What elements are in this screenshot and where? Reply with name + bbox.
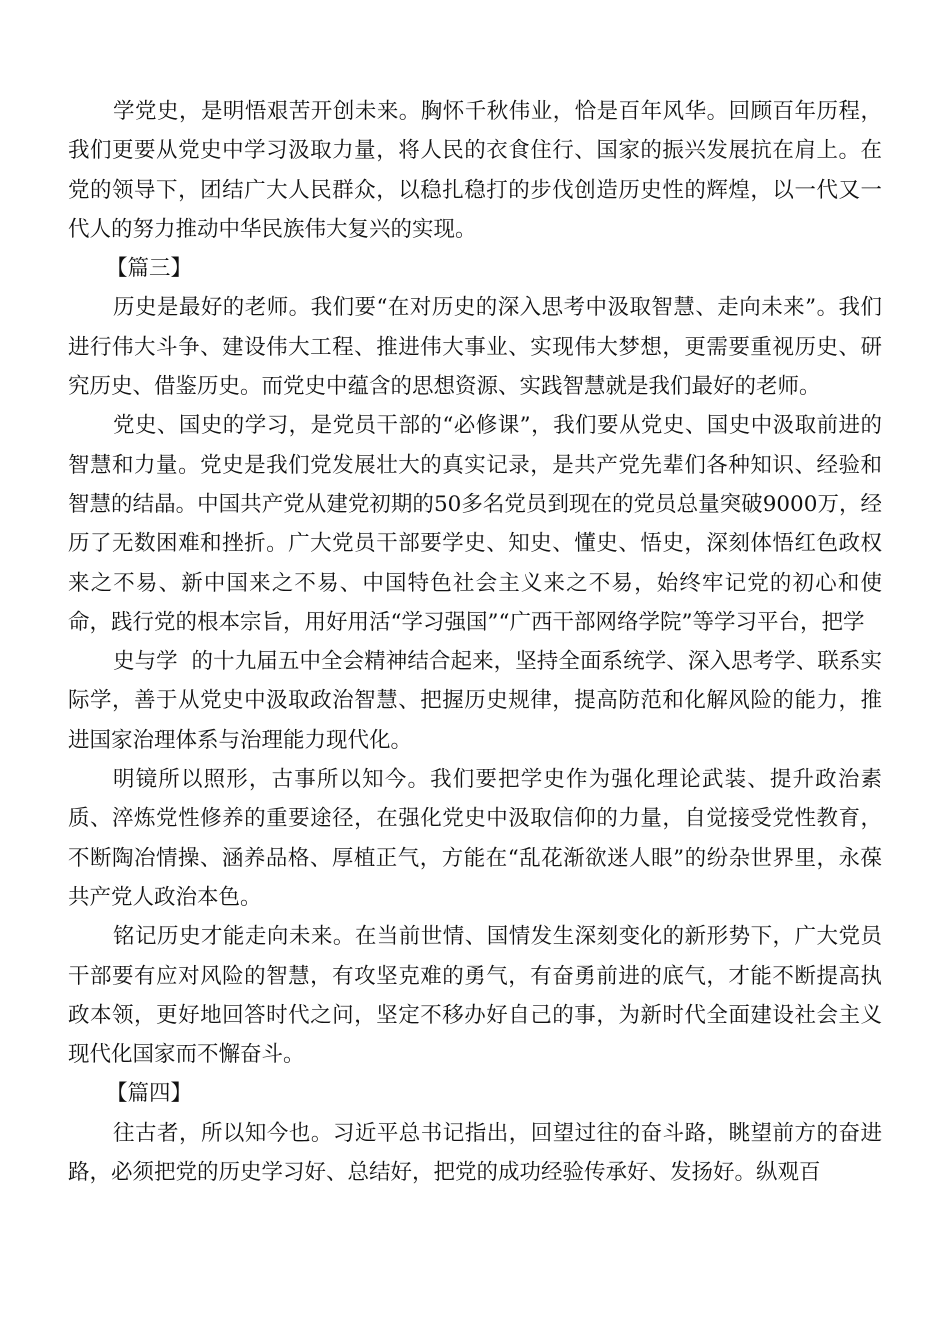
paragraph-1: 学党史，是明悟艰苦开创未来。胸怀千秋伟业，恰是百年风华。回顾百年历程，我们更要从党史中学习汲取力量，将人民的衣食住行、国家的振兴发展抗在肩上。在党的领导下，团结广大人民群众，以稳扎稳打的步伐创造历史性的辉煌，以一代又一代人的努力推动中华民族伟大复兴的实现。	[68, 99, 882, 242]
paragraph-7: 往古者，所以知今也。习近平总书记指出，回望过往的奋斗路，眺望前方的奋进路，必须把党的历史学习好、总结好，把党的成功经验传承好、发扬好。纵观百	[68, 1120, 882, 1186]
paragraph-2: 历史是最好的老师。我们要“在对历史的深入思考中汲取智慧、走向未来”。我们进行伟大斗争、建设伟大工程、推进伟大事业、实现伟大梦想，更需要重视历史、研究历史、借鉴历史。而党史中蕴含的思想资源、实践智慧就是我们最好的老师。	[68, 295, 882, 400]
section-heading-4: 【篇四】	[106, 1081, 193, 1107]
paragraph-6: 铭记历史才能走向未来。在当前世情、国情发生深刻变化的新形势下，广大党员干部要有应对风险的智慧，有攻坚克难的勇气，有奋勇前进的底气，才能不断提高执政本领，更好地回答时代之问，坚定不移办好自己的事，为新时代全面建设社会主义现代化国家而不懈奋斗。	[68, 924, 882, 1068]
paragraph-5: 明镜所以照形，古事所以知今。我们要把学史作为强化理论武装、提升政治素质、淬炼党性修养的重要途径，在强化党史中汲取信仰的力量，自觉接受党性教育，不断陶冶情操、涵养品格、厚植正气，方能在“乱花渐欲迷人眼”的纷杂世界里，永葆共产党人政治本色。	[68, 767, 882, 910]
section-heading-3: 【篇三】	[106, 256, 193, 282]
document-page	[68, 92, 882, 1192]
paragraph-3: 党史、国史的学习，是党员干部的“必修课”，我们要从党史、国史中汲取前进的智慧和力量。党史是我们党发展壮大的真实记录，是共产党先辈们各种知识、经验和智慧的结晶。中国共产党从建党初期的50多名党员到现在的党员总量突破9000万，经历了无数困难和挫折。广大党员干部要学史、知史、懂史、悟史，深刻体悟红色政权来之不易、新中国来之不易、中国特色社会主义来之不易，始终牢记党的初心和使命，践行党的根本宗旨，用好用活“学习强国”“广西干部网络学院”等学习平台，把学	[68, 413, 882, 635]
paragraph-4: 史与学 的十九届五中全会精神结合起来，坚持全面系统学、深入思考学、联系实际学，善于从党史中汲取政治智慧、把握历史规律，提高防范和化解风险的能力，推进国家治理体系与治理能力现代化。	[68, 649, 882, 753]
